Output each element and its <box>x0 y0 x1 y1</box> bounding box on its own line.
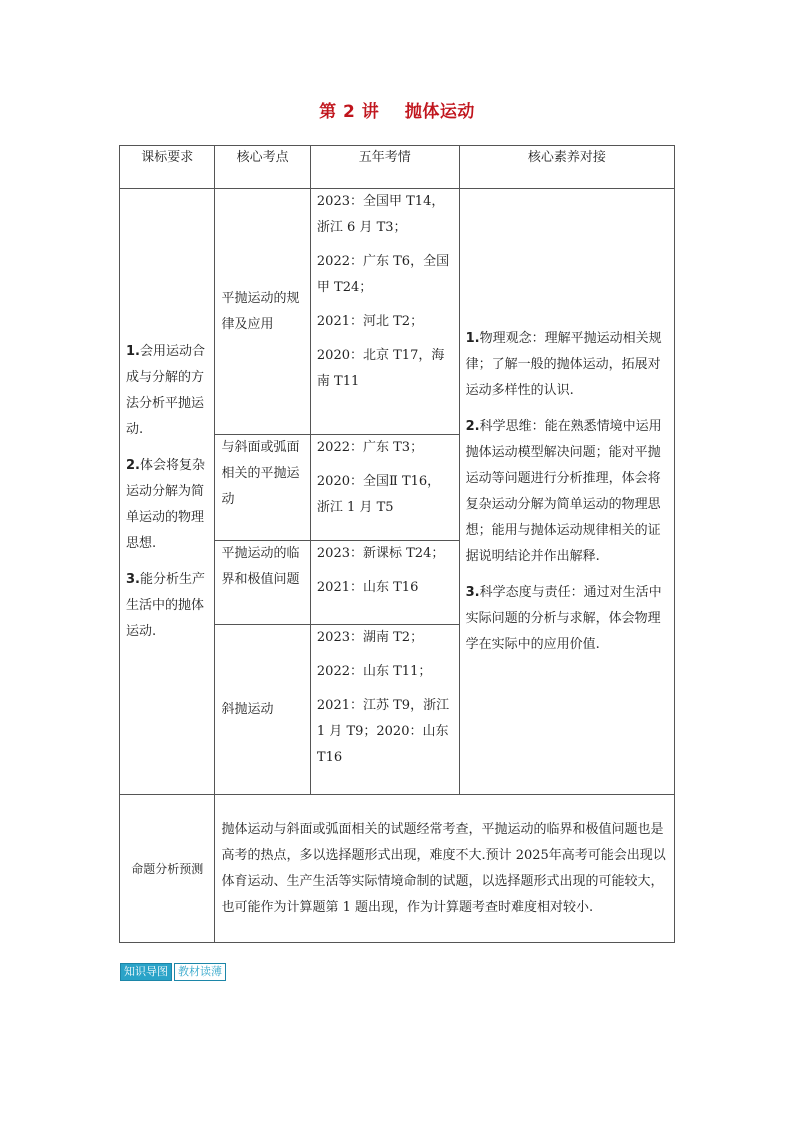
exam-item: 2020：全国Ⅱ T16，浙江 1 月 T5 <box>316 474 441 515</box>
header-core-literacy: 核心素养对接 <box>459 146 674 189</box>
requirements-cell <box>120 189 215 795</box>
table-row <box>120 189 675 435</box>
exam-item: 2021：河北 T2； <box>316 314 424 329</box>
literacy-item: 1.物理观念：理解平抛运动相关规律；了解一般的抛体运动，拓展对运动多样性的认识. <box>465 330 662 398</box>
exam-item: 2020：北京 T17，海南 T11 <box>316 348 445 389</box>
exam-item: 2023：全国甲 T14，浙江 6 月 T3； <box>316 194 445 235</box>
topic-cell: 斜抛运动 <box>215 625 310 795</box>
exam-item: 2023：湖南 T2； <box>316 630 424 645</box>
topic-cell: 平抛运动的临界和极值问题 <box>215 541 310 625</box>
tag-textbook-reading[interactable]: 教材读薄 <box>174 963 226 981</box>
literacy-item: 2.科学思维：能在熟悉情境中运用抛体运动模型解决问题；能对平抛运动等问题进行分析推理，体会将复杂运动分解为简单运动的物理思想；能用与抛体运动规律相关的证据说明结论并作出解释. <box>465 418 662 564</box>
header-exam-history: 五年考情 <box>310 146 459 189</box>
exam-item: 2023：新课标 T24； <box>316 546 445 561</box>
exam-item: 2021：山东 T16 <box>316 580 419 595</box>
exam-item: 2022：山东 T11； <box>316 664 432 679</box>
literacy-item: 3.科学态度与责任：通过对生活中实际问题的分析与求解，体会物理学在实际中的应用价值. <box>465 584 662 652</box>
header-requirements: 课标要求 <box>120 146 215 189</box>
header-core-topics: 核心考点 <box>215 146 310 189</box>
exam-item: 2022：广东 T3； <box>316 440 424 455</box>
topic-cell: 平抛运动的规律及应用 <box>215 189 310 435</box>
exam-item: 2021：江苏 T9，浙江 1 月 T9；2020：山东 T16 <box>316 698 450 765</box>
section-tags <box>120 963 226 981</box>
requirement-item: 2.体会将复杂运动分解为简单运动的物理思想. <box>126 457 205 551</box>
topic-cell: 与斜面或弧面相关的平抛运动 <box>215 435 310 541</box>
exam-cell <box>310 189 459 435</box>
prediction-label: 命题分析预测 <box>120 795 215 943</box>
exam-cell <box>310 435 459 541</box>
prediction-text: 抛体运动与斜面或弧面相关的试题经常考查，平抛运动的临界和极值问题也是高考的热点，多以选择题形式出现，难度不大.预计 2025年高考可能会出现以体育运动、生产生活等实际情境命制的试题，以选择题形式出现的可能较大，也可能作为计算题第 1 题出现，作为计算题考查时难度相对较小. <box>215 795 675 943</box>
page-title: 第 2 讲 抛体运动 <box>319 102 475 122</box>
requirement-item: 3.能分析生产生活中的抛体运动. <box>126 571 205 639</box>
table-header-row <box>120 146 675 189</box>
exam-cell <box>310 541 459 625</box>
syllabus-table <box>119 145 675 943</box>
exam-item: 2022：广东 T6，全国甲 T24； <box>316 254 450 295</box>
tag-knowledge-map[interactable]: 知识导图 <box>120 963 172 981</box>
exam-cell <box>310 625 459 795</box>
literacy-cell <box>459 189 674 795</box>
requirement-item: 1.会用运动合成与分解的方法分析平抛运动. <box>126 343 205 437</box>
prediction-row <box>120 795 675 943</box>
